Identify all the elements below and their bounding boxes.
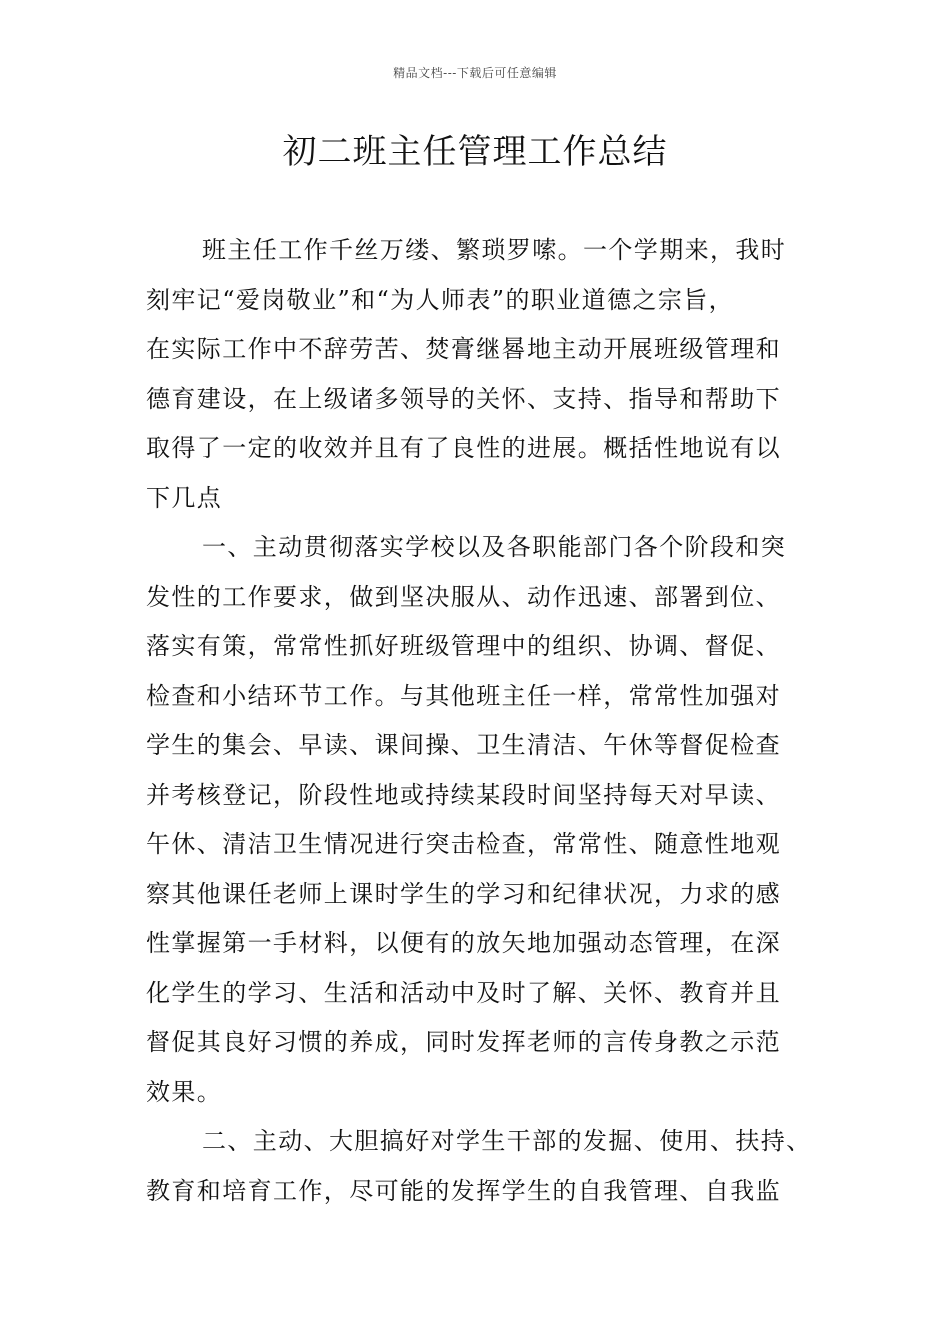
paragraph-line: 效果。 (146, 1077, 223, 1106)
paragraph-line: 发性的工作要求，做到坚决服从、动作迅速、部署到位、 (146, 582, 781, 611)
paragraph-line: 督促其良好习惯的养成，同时发挥老师的言传身教之示范 (146, 1028, 781, 1056)
paragraph-line: 在实际工作中不辞劳苦、焚膏继晷地主动开展班级管理和 (146, 335, 781, 363)
paragraph-line: 化学生的学习、生活和活动中及时了解、关怀、教育并且 (146, 978, 781, 1007)
document-title: 初二班主任管理工作总结 (282, 132, 668, 172)
paragraph-first-line: 一、主动贯彻落实学校以及各职能部门各个阶段和突 (202, 533, 787, 561)
paragraph-line: 落实有策，常常性抓好班级管理中的组织、协调、督促、 (146, 632, 781, 660)
paragraph-line: 取得了一定的收效并且有了良性的进展。概括性地说有以 (146, 434, 781, 462)
paragraph-line: 下几点 (146, 483, 223, 512)
paragraph-line: 察其他课任老师上课时学生的学习和纪律状况，力求的感 (146, 879, 781, 908)
paragraph-line: 检查和小结环节工作。与其他班主任一样，常常性加强对 (146, 681, 781, 710)
paragraph-first-line: 班主任工作千丝万缕、繁琐罗嗦。一个学期来，我时 (202, 236, 787, 264)
paragraph-line: 午休、清洁卫生情况进行突击检查，常常性、随意性地观 (146, 830, 781, 858)
paragraph-line: 学生的集会、早读、课间操、卫生清洁、午休等督促检查 (146, 731, 781, 759)
paragraph-line: 性掌握第一手材料，以便有的放矢地加强动态管理，在深 (146, 929, 781, 957)
paragraph-line: 教育和培育工作，尽可能的发挥学生的自我管理、自我监 (146, 1176, 781, 1205)
document-body (146, 226, 826, 1216)
paragraph-line: 刻牢记“爱岗敬业”和“为人师表”的职业道德之宗旨， (146, 285, 735, 314)
paragraph-line: 并考核登记，阶段性地或持续某段时间坚持每天对早读、 (146, 780, 781, 809)
paragraph-line: 德育建设，在上级诸多领导的关怀、支持、指导和帮助下 (146, 384, 781, 413)
header-note: 精品文档---下载后可任意编辑 (393, 66, 557, 80)
paragraph-first-line: 二、主动、大胆搞好对学生干部的发掘、使用、扶持、 (202, 1127, 812, 1155)
